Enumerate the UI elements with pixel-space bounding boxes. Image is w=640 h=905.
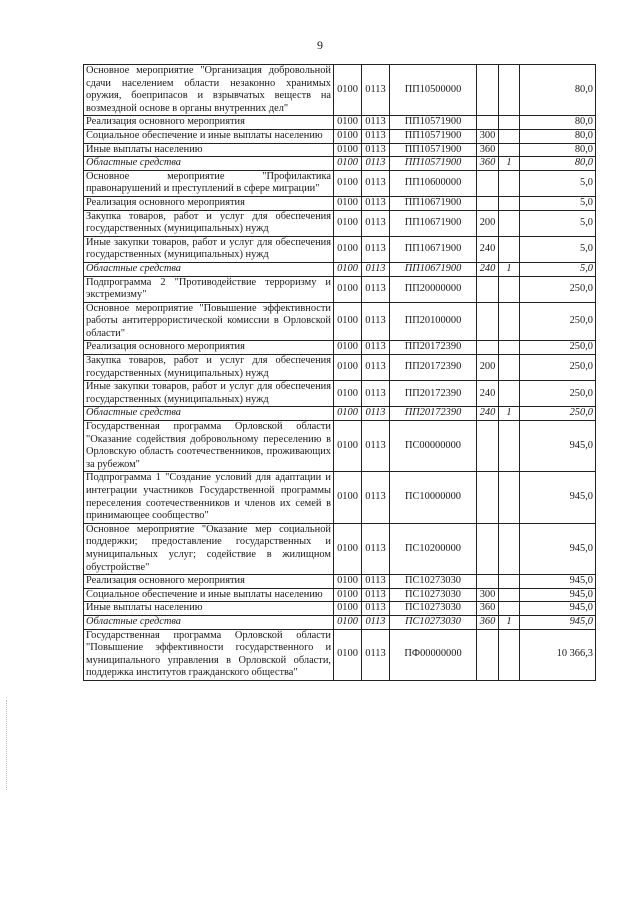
target-article-code: ПС10000000 [390,472,477,523]
expense-type-code: 240 [477,381,499,407]
expense-type-code: 300 [477,129,499,143]
funding-source-code [499,170,520,196]
table-row [84,210,596,236]
page-number: 9 [317,38,323,52]
amount: 5,0 [520,262,596,276]
row-name: Социальное обеспечение и иные выплаты населению [84,588,334,602]
row-name: Областные средства [84,157,334,171]
section-code: 0100 [334,588,362,602]
table-row [84,65,596,116]
section-code: 0100 [334,143,362,157]
funding-source-code [499,196,520,210]
table-row [84,407,596,421]
funding-source-code [499,355,520,381]
subsection-code: 0113 [362,602,390,616]
table-row [84,615,596,629]
row-name: Областные средства [84,615,334,629]
subsection-code: 0113 [362,236,390,262]
row-name: Иные закупки товаров, работ и услуг для обеспечения государственных (муниципальных) нужд [84,381,334,407]
row-name: Иные выплаты населению [84,143,334,157]
target-article-code: ПС10200000 [390,523,477,574]
section-code: 0100 [334,116,362,130]
amount: 250,0 [520,302,596,341]
expense-type-code [477,276,499,302]
amount: 250,0 [520,355,596,381]
table-row [84,472,596,523]
row-name: Реализация основного мероприятия [84,116,334,130]
section-code: 0100 [334,210,362,236]
row-name: Государственная программа Орловской области "Повышение эффективности государственного и муниципального управления в Орловской области, поддержка институтов гражданского общества" [84,629,334,680]
expense-type-code [477,629,499,680]
target-article-code: ПП10671900 [390,196,477,210]
section-code: 0100 [334,575,362,589]
table-row [84,129,596,143]
amount: 945,0 [520,523,596,574]
target-article-code: ПС10273030 [390,588,477,602]
subsection-code: 0113 [362,129,390,143]
expense-type-code [477,116,499,130]
expense-type-code [477,196,499,210]
subsection-code: 0113 [362,143,390,157]
amount: 945,0 [520,615,596,629]
table-row [84,588,596,602]
funding-source-code [499,210,520,236]
amount: 945,0 [520,575,596,589]
expense-type-code [477,65,499,116]
target-article-code: ПФ00000000 [390,629,477,680]
expense-type-code: 240 [477,236,499,262]
funding-source-code [499,341,520,355]
row-name: Областные средства [84,407,334,421]
target-article-code: ПП10671900 [390,262,477,276]
section-code: 0100 [334,157,362,171]
section-code: 0100 [334,236,362,262]
target-article-code: ПП10571900 [390,129,477,143]
table-row [84,116,596,130]
target-article-code: ПП20172390 [390,407,477,421]
row-name: Социальное обеспечение и иные выплаты населению [84,129,334,143]
table-row [84,355,596,381]
amount: 5,0 [520,210,596,236]
table-row [84,341,596,355]
amount: 5,0 [520,236,596,262]
subsection-code: 0113 [362,407,390,421]
amount: 80,0 [520,157,596,171]
section-code: 0100 [334,276,362,302]
subsection-code: 0113 [362,302,390,341]
amount: 945,0 [520,472,596,523]
funding-source-code [499,143,520,157]
expense-type-code: 200 [477,210,499,236]
table-row [84,276,596,302]
subsection-code: 0113 [362,355,390,381]
funding-source-code: 1 [499,407,520,421]
expense-type-code [477,302,499,341]
subsection-code: 0113 [362,65,390,116]
funding-source-code [499,523,520,574]
budget-table [83,64,596,681]
funding-source-code [499,381,520,407]
row-name: Основное мероприятие "Оказание мер социальной поддержки; предоставление государственных и муниципальных услуг; содействие в жилищном обустройстве" [84,523,334,574]
row-name: Подпрограмма 2 "Противодействие терроризму и экстремизму" [84,276,334,302]
target-article-code: ПП10500000 [390,65,477,116]
row-name: Закупка товаров, работ и услуг для обеспечения государственных (муниципальных) нужд [84,210,334,236]
funding-source-code [499,116,520,130]
funding-source-code [499,575,520,589]
funding-source-code: 1 [499,262,520,276]
funding-source-code [499,276,520,302]
target-article-code: ПП20172390 [390,355,477,381]
amount: 80,0 [520,65,596,116]
target-article-code: ПП10571900 [390,157,477,171]
subsection-code: 0113 [362,170,390,196]
table-row [84,143,596,157]
expense-type-code: 360 [477,602,499,616]
section-code: 0100 [334,302,362,341]
table-row [84,262,596,276]
expense-type-code [477,523,499,574]
section-code: 0100 [334,262,362,276]
target-article-code: ПП20172390 [390,381,477,407]
expense-type-code: 200 [477,355,499,381]
table-row [84,629,596,680]
target-article-code: ПП20100000 [390,302,477,341]
amount: 250,0 [520,381,596,407]
amount: 250,0 [520,276,596,302]
subsection-code: 0113 [362,381,390,407]
funding-source-code: 1 [499,615,520,629]
table-row [84,196,596,210]
amount: 10 366,3 [520,629,596,680]
target-article-code: ПП20000000 [390,276,477,302]
funding-source-code [499,421,520,472]
section-code: 0100 [334,129,362,143]
target-article-code: ПП10571900 [390,143,477,157]
table-row [84,236,596,262]
expense-type-code: 240 [477,262,499,276]
amount: 945,0 [520,588,596,602]
expense-type-code [477,341,499,355]
section-code: 0100 [334,170,362,196]
amount: 945,0 [520,421,596,472]
table-row [84,302,596,341]
table-row [84,381,596,407]
table-body [84,65,596,681]
target-article-code: ПС10273030 [390,615,477,629]
target-article-code: ПП10571900 [390,116,477,130]
section-code: 0100 [334,341,362,355]
expense-type-code: 360 [477,157,499,171]
table-row [84,602,596,616]
amount: 250,0 [520,341,596,355]
funding-source-code [499,129,520,143]
expense-type-code [477,472,499,523]
target-article-code: ПП10600000 [390,170,477,196]
funding-source-code [499,302,520,341]
subsection-code: 0113 [362,196,390,210]
target-article-code: ПП20172390 [390,341,477,355]
funding-source-code [499,602,520,616]
target-article-code: ПС00000000 [390,421,477,472]
funding-source-code [499,236,520,262]
expense-type-code: 240 [477,407,499,421]
funding-source-code [499,629,520,680]
funding-source-code [499,65,520,116]
expense-type-code [477,575,499,589]
section-code: 0100 [334,65,362,116]
row-name: Государственная программа Орловской области "Оказание содействия добровольному переселению в Орловскую область соотечественников, проживающих за рубежом" [84,421,334,472]
section-code: 0100 [334,602,362,616]
amount: 250,0 [520,407,596,421]
row-name: Реализация основного мероприятия [84,575,334,589]
target-article-code: ПП10671900 [390,210,477,236]
section-code: 0100 [334,615,362,629]
row-name: Иные выплаты населению [84,602,334,616]
row-name: Иные закупки товаров, работ и услуг для обеспечения государственных (муниципальных) нужд [84,236,334,262]
expense-type-code: 360 [477,143,499,157]
row-name: Основное мероприятие "Повышение эффективности работы антитеррористической комиссии в Орловской области" [84,302,334,341]
table-row [84,523,596,574]
amount: 945,0 [520,602,596,616]
scan-margin-marks [6,700,9,790]
section-code: 0100 [334,196,362,210]
expense-type-code [477,170,499,196]
row-name: Основное мероприятие "Профилактика правонарушений и преступлений в сфере миграции" [84,170,334,196]
row-name: Реализация основного мероприятия [84,341,334,355]
subsection-code: 0113 [362,341,390,355]
amount: 80,0 [520,116,596,130]
row-name: Реализация основного мероприятия [84,196,334,210]
subsection-code: 0113 [362,116,390,130]
amount: 80,0 [520,143,596,157]
row-name: Подпрограмма 1 "Создание условий для адаптации и интеграции участников Государственной программы переселения соотечественников и членов их семей в принимающее сообщество" [84,472,334,523]
subsection-code: 0113 [362,629,390,680]
target-article-code: ПС10273030 [390,575,477,589]
target-article-code: ПС10273030 [390,602,477,616]
subsection-code: 0113 [362,472,390,523]
row-name: Областные средства [84,262,334,276]
section-code: 0100 [334,381,362,407]
table-row [84,157,596,171]
section-code: 0100 [334,421,362,472]
subsection-code: 0113 [362,575,390,589]
subsection-code: 0113 [362,615,390,629]
subsection-code: 0113 [362,210,390,236]
amount: 80,0 [520,129,596,143]
subsection-code: 0113 [362,262,390,276]
funding-source-code [499,472,520,523]
table-row [84,421,596,472]
section-code: 0100 [334,407,362,421]
target-article-code: ПП10671900 [390,236,477,262]
expense-type-code [477,421,499,472]
subsection-code: 0113 [362,276,390,302]
amount: 5,0 [520,170,596,196]
subsection-code: 0113 [362,421,390,472]
subsection-code: 0113 [362,588,390,602]
funding-source-code: 1 [499,157,520,171]
row-name: Закупка товаров, работ и услуг для обеспечения государственных (муниципальных) нужд [84,355,334,381]
section-code: 0100 [334,523,362,574]
subsection-code: 0113 [362,157,390,171]
expense-type-code: 300 [477,588,499,602]
funding-source-code [499,588,520,602]
expense-type-code: 360 [477,615,499,629]
subsection-code: 0113 [362,523,390,574]
section-code: 0100 [334,355,362,381]
section-code: 0100 [334,472,362,523]
section-code: 0100 [334,629,362,680]
row-name: Основное мероприятие "Организация добровольной сдачи населением области незаконно хранимых оружия, боеприпасов и взрывчатых веществ на возмездной основе в органы внутренних дел" [84,65,334,116]
amount: 5,0 [520,196,596,210]
table-row [84,575,596,589]
table-row [84,170,596,196]
